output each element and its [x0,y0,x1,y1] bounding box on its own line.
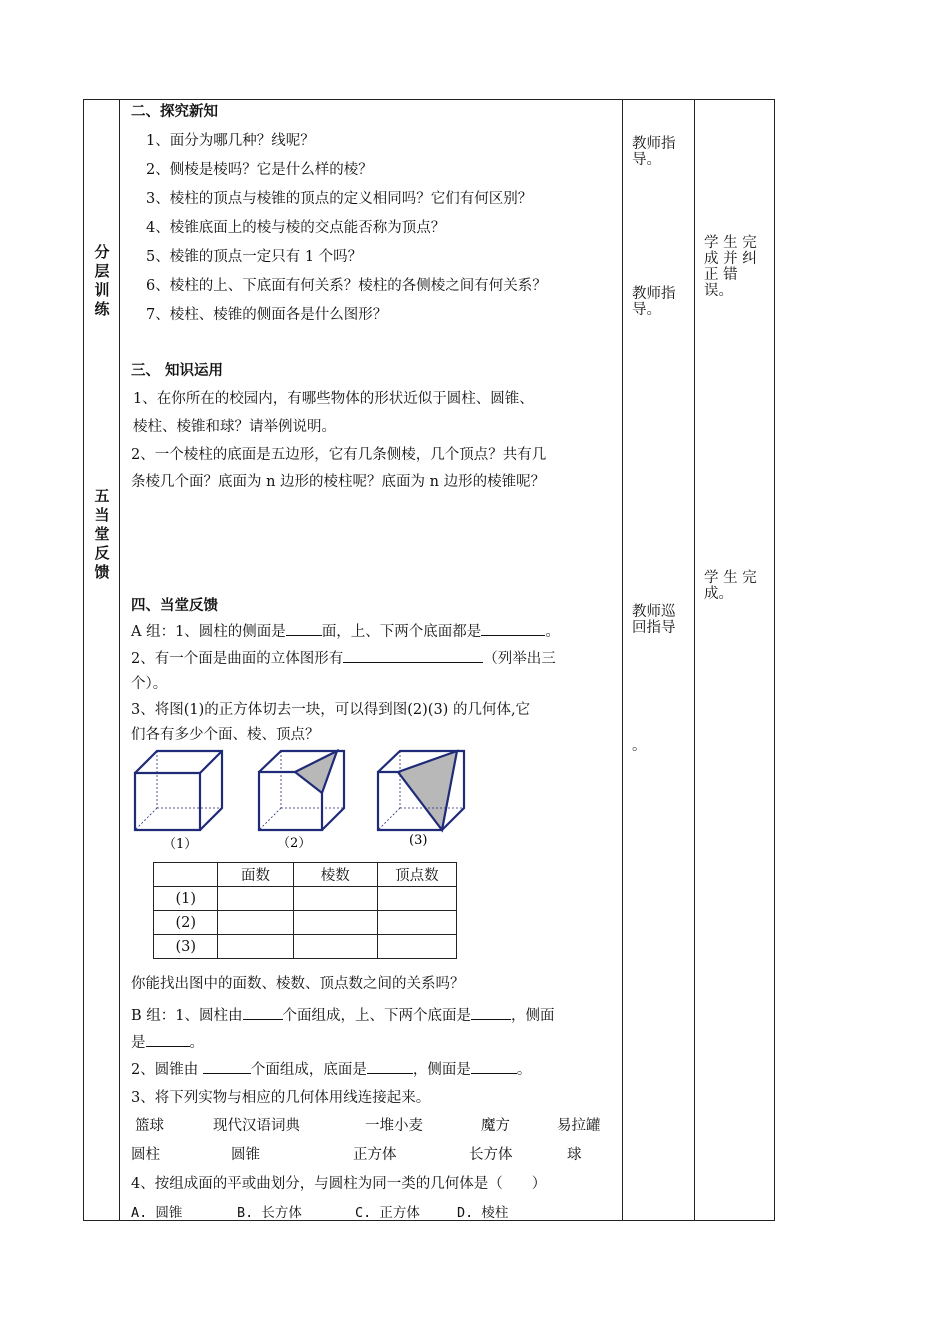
object-item[interactable]: 一堆小麦 [365,1118,423,1134]
lesson-table [83,99,775,1221]
section2-item: 1、面分为哪几种？线呢？ [146,133,315,149]
choice-d[interactable]: D. 棱柱 [457,1205,509,1221]
a-question-2-cont: 个）。 [131,676,168,692]
column-divider [694,100,695,1220]
figure-label-3: (3) [409,833,428,848]
solid-item[interactable]: 圆锥 [231,1147,260,1163]
object-item[interactable]: 篮球 [135,1118,164,1134]
relation-question: 你能找出图中的面数、棱数、顶点数之间的关系吗？ [131,976,465,992]
cube-figures [133,748,473,856]
label-char: 反 [94,544,110,562]
text: 2、有一个面是曲面的立体图形有 [131,651,344,667]
b-question-1-cont [131,1031,204,1052]
section3-q2-line2: 条棱几个面？底面为 n 边形的棱柱呢？底面为 n 边形的棱锥呢？ [131,474,546,490]
b-question-3: 3、将下列实物与相应的几何体用线连接起来。 [131,1090,431,1106]
a-question-3-line1: 3、将图(1)的正方体切去一块，可以得到图(2)(3) 的几何体,它 [131,702,531,718]
label-char: 馈 [94,563,110,581]
text: ，侧面是 [412,1062,471,1078]
section2-item: 4、棱锥底面上的棱与棱的交点能否称为顶点？ [146,220,446,236]
note-line: 教师指 [632,286,676,302]
b-question-2 [131,1058,531,1079]
label-char: 堂 [94,525,110,543]
section2-item: 3、棱柱的顶点与棱锥的顶点的定义相同吗？它们有何区别？ [146,191,533,207]
choice-b[interactable]: B. 长方体 [237,1205,302,1221]
label-char: 训 [94,281,110,299]
section3-q1-line1: 1、在你所在的校园内，有哪些物体的形状近似于圆柱、圆锥、 [133,391,534,407]
answer-blank[interactable] [203,1060,251,1074]
label-char: 层 [94,262,110,280]
text: 个面组成，上、下两个底面是 [282,1008,471,1024]
section2-item: 7、棱柱、棱锥的侧面各是什么图形？ [146,307,388,323]
answer-blank[interactable] [286,622,322,636]
text: 面，上、下两个底面都是 [321,624,482,640]
text: 。 [189,1035,204,1051]
note-line: 误。 [704,283,733,299]
note-line: 成。 [704,586,733,602]
section4-heading: 四、当堂反馈 [131,598,218,614]
section2-heading: 二、探究新知 [131,104,218,120]
cube-figure-1 [135,751,222,830]
text: （列举出三 [483,651,556,667]
label-class-feedback [84,487,120,582]
text: A 组：1、圆柱的侧面是 [131,624,286,640]
section3-q2-line1: 2、一个棱柱的底面是五边形，它有几条侧棱，几个顶点？共有几 [131,447,547,463]
table-cell[interactable] [377,887,456,911]
table-header [154,863,218,887]
figure-label-2: （2） [277,836,312,851]
table-row-label: (2) [154,911,218,935]
table-cell[interactable] [377,935,456,959]
section2-item: 5、棱锥的顶点一定只有 1 个吗？ [146,249,363,265]
answer-blank[interactable] [471,1006,511,1020]
table-cell[interactable] [377,911,456,935]
note-line: 学 生 完 [704,570,757,586]
table-header: 顶点数 [377,863,456,887]
table-row-label: (3) [154,935,218,959]
label-layered-training [84,243,120,319]
table-cell[interactable] [293,935,377,959]
column-divider [622,100,623,1220]
choice-a[interactable]: A. 圆锥 [131,1205,183,1221]
object-item[interactable]: 现代汉语词典 [213,1118,300,1134]
figure-label-1: （1） [163,837,198,852]
label-char: 当 [94,506,110,524]
table-cell[interactable] [293,887,377,911]
note-line: 学 生 完 [704,235,757,251]
a-question-3-line2: 们各有多少个面、棱、顶点？ [131,727,320,743]
answer-blank[interactable] [243,1006,283,1020]
note-line: 教师指 [632,136,676,152]
note-line: 回指导 [632,620,676,636]
teacher-note-3 [632,604,676,636]
text: 个面组成，底面是 [250,1062,367,1078]
note-line: 导。 [632,302,661,318]
answer-blank[interactable] [367,1060,413,1074]
text: ，侧面 [511,1008,555,1024]
solid-item[interactable]: 正方体 [353,1147,397,1163]
count-table [153,862,457,959]
teacher-note-4: 。 [632,738,647,754]
answer-blank[interactable] [481,622,545,636]
text: B 组：1、圆柱由 [131,1008,243,1024]
object-item[interactable]: 魔方 [481,1118,510,1134]
teacher-note-1 [632,136,676,168]
table-cell[interactable] [218,935,293,959]
cube-figure-2 [259,751,344,830]
student-note-2 [704,570,757,602]
note-line: 正 错 [704,267,738,283]
choice-c[interactable]: C. 正方体 [355,1205,420,1221]
note-line: 教师巡 [632,604,676,620]
answer-blank[interactable] [343,649,483,663]
note-line: 导。 [632,152,661,168]
text: 。 [516,1062,532,1078]
solid-item[interactable]: 长方体 [469,1147,513,1163]
answer-blank[interactable] [146,1033,190,1047]
text: 是 [131,1035,146,1051]
text: 2、圆锥由 [131,1062,199,1078]
table-row-label: (1) [154,887,218,911]
note-line: 成 并 纠 [704,251,757,267]
section3-q1-line2: 棱柱、棱锥和球？请举例说明。 [133,419,336,435]
cube-figure-3 [378,751,464,830]
table-cell[interactable] [218,887,293,911]
text: 。 [545,624,560,640]
table-cell[interactable] [218,911,293,935]
label-char: 练 [94,300,110,318]
a-question-2 [131,647,556,668]
answer-blank[interactable] [471,1060,517,1074]
student-note-1 [704,235,757,299]
solid-item[interactable]: 圆柱 [131,1147,160,1163]
object-item[interactable]: 易拉罐 [557,1118,601,1134]
table-cell[interactable] [293,911,377,935]
label-char: 五 [94,487,110,505]
section2-item: 2、侧棱是棱吗？它是什么样的棱？ [146,162,373,178]
teacher-note-2 [632,286,676,318]
section2-item: 6、棱柱的上、下底面有何关系？棱柱的各侧棱之间有何关系？ [146,278,547,294]
solid-item[interactable]: 球 [567,1147,582,1163]
section3-heading: 三、 知识运用 [131,363,224,379]
a-question-1 [131,620,560,641]
b-question-1 [131,1004,555,1025]
b-question-4: 4、按组成面的平或曲划分，与圆柱为同一类的几何体是（ ） [131,1176,547,1192]
label-char: 分 [94,243,110,261]
table-header: 面数 [218,863,293,887]
table-header: 棱数 [293,863,377,887]
